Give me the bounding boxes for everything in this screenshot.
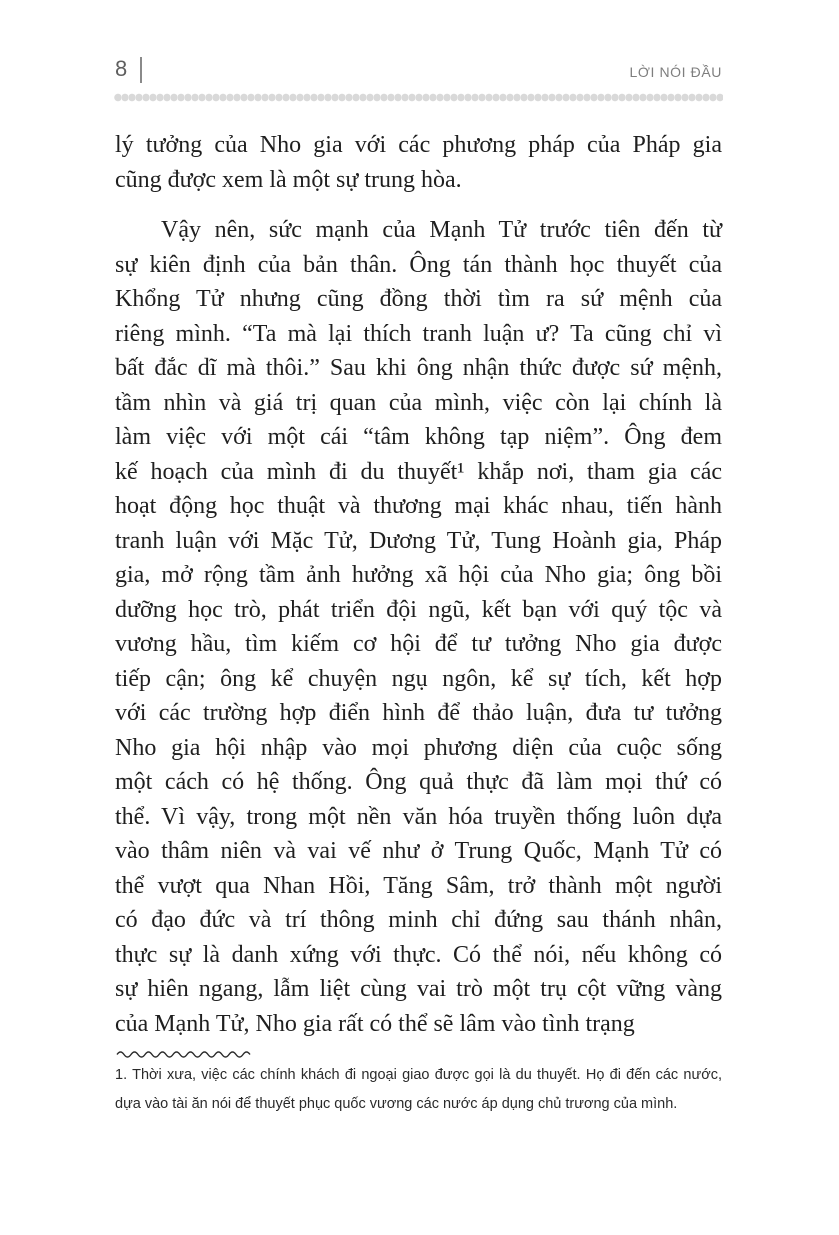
text-line: Vậy nên, sức mạnh của Mạnh Tử trước tiên đến từ (161, 217, 722, 243)
footnote-line: 1. Thời xưa, việc các chính khách đi ngoại giao được gọi là du thuyết. Họ đi đến các nước, (115, 1067, 722, 1083)
text-line: sự hiên ngang, lẫm liệt cùng vai trò một trụ cột vững vàng (115, 976, 722, 1002)
text-line: sự kiên định của bản thân. Ông tán thành học thuyết của (115, 251, 722, 278)
text-line: lý tưởng của Nho gia với các phương pháp của Pháp gia (115, 132, 722, 158)
text-line: thể vượt qua Nhan Hồi, Tăng Sâm, trở thành một người (115, 872, 722, 899)
page-number-divider (140, 57, 142, 83)
text-line: làm việc với một cái “tâm không tạp niệm”. Ông đem (115, 424, 722, 450)
decorative-bead-rule (114, 93, 723, 102)
footnote-area (115, 1048, 722, 1119)
text-line: tiếp cận; ông kể chuyện ngụ ngôn, kể sự tích, kết hợp (115, 665, 722, 692)
text-line: vào thâm niên và vai vế như ở Trung Quốc, Mạnh Tử có (115, 838, 722, 864)
text-line: Khổng Tử nhưng cũng đồng thời tìm ra sứ mệnh của (115, 286, 722, 312)
text-line: với các trường hợp điển hình để thảo luận, đưa tư tưởng (115, 700, 722, 726)
footnote-line: dựa vào tài ăn nói để thuyết phục quốc vương các nước áp dụng chủ trương của mình. (115, 1096, 678, 1112)
text-line: thực sự là danh xứng với thực. Có thể nói, nếu không có (115, 941, 722, 968)
text-line: tranh luận với Mặc Tử, Dương Tử, Tung Hoành gia, Pháp (115, 527, 722, 554)
text-line: có đạo đức và trí thông minh chỉ đứng sau thánh nhân, (115, 907, 722, 933)
text-line: riêng mình. “Ta mà lại thích tranh luận ư? Ta cũng chỉ vì (115, 320, 722, 347)
text-line: tầm nhìn và giá trị quan của mình, việc còn lại chính là (115, 389, 722, 416)
paragraph (115, 128, 722, 197)
text-line: cũng được xem là một sự trung hòa. (115, 166, 462, 193)
text-line: thể. Vì vậy, trong một nền văn hóa truyền thống luôn dựa (115, 803, 722, 830)
text-line: hoạt động học thuật và thương mại khác nhau, tiến hành (115, 493, 722, 519)
page-number: 8 (115, 56, 128, 81)
text-line: của Mạnh Tử, Nho gia rất có thể sẽ lâm vào tình trạng (115, 1010, 635, 1037)
page-header (115, 56, 722, 82)
text-line: dưỡng học trò, phát triển đội ngũ, kết bạn với quý tộc và (115, 596, 722, 623)
paragraph (115, 213, 722, 1041)
text-line: vương hầu, tìm kiếm cơ hội để tư tưởng Nho gia được (115, 631, 722, 657)
text-line: kế hoạch của mình đi du thuyết¹ khắp nơi, tham gia các (115, 458, 722, 485)
text-line: Nho gia hội nhập vào mọi phương diện của cuộc sống (115, 734, 722, 761)
text-line: bất đắc dĩ mà thôi.” Sau khi ông nhận thức được sứ mệnh, (115, 355, 722, 381)
footnote-separator-squiggle (116, 1048, 256, 1058)
footnote (115, 1061, 722, 1119)
page-number-block (115, 56, 142, 82)
text-line: gia, mở rộng tầm ảnh hưởng xã hội của Nho gia; ông bồi (115, 562, 722, 588)
text-line: một cách có hệ thống. Ông quả thực đã làm mọi thứ có (115, 769, 722, 795)
body-text (115, 128, 722, 1057)
running-title: LỜI NÓI ĐẦU (629, 64, 722, 80)
